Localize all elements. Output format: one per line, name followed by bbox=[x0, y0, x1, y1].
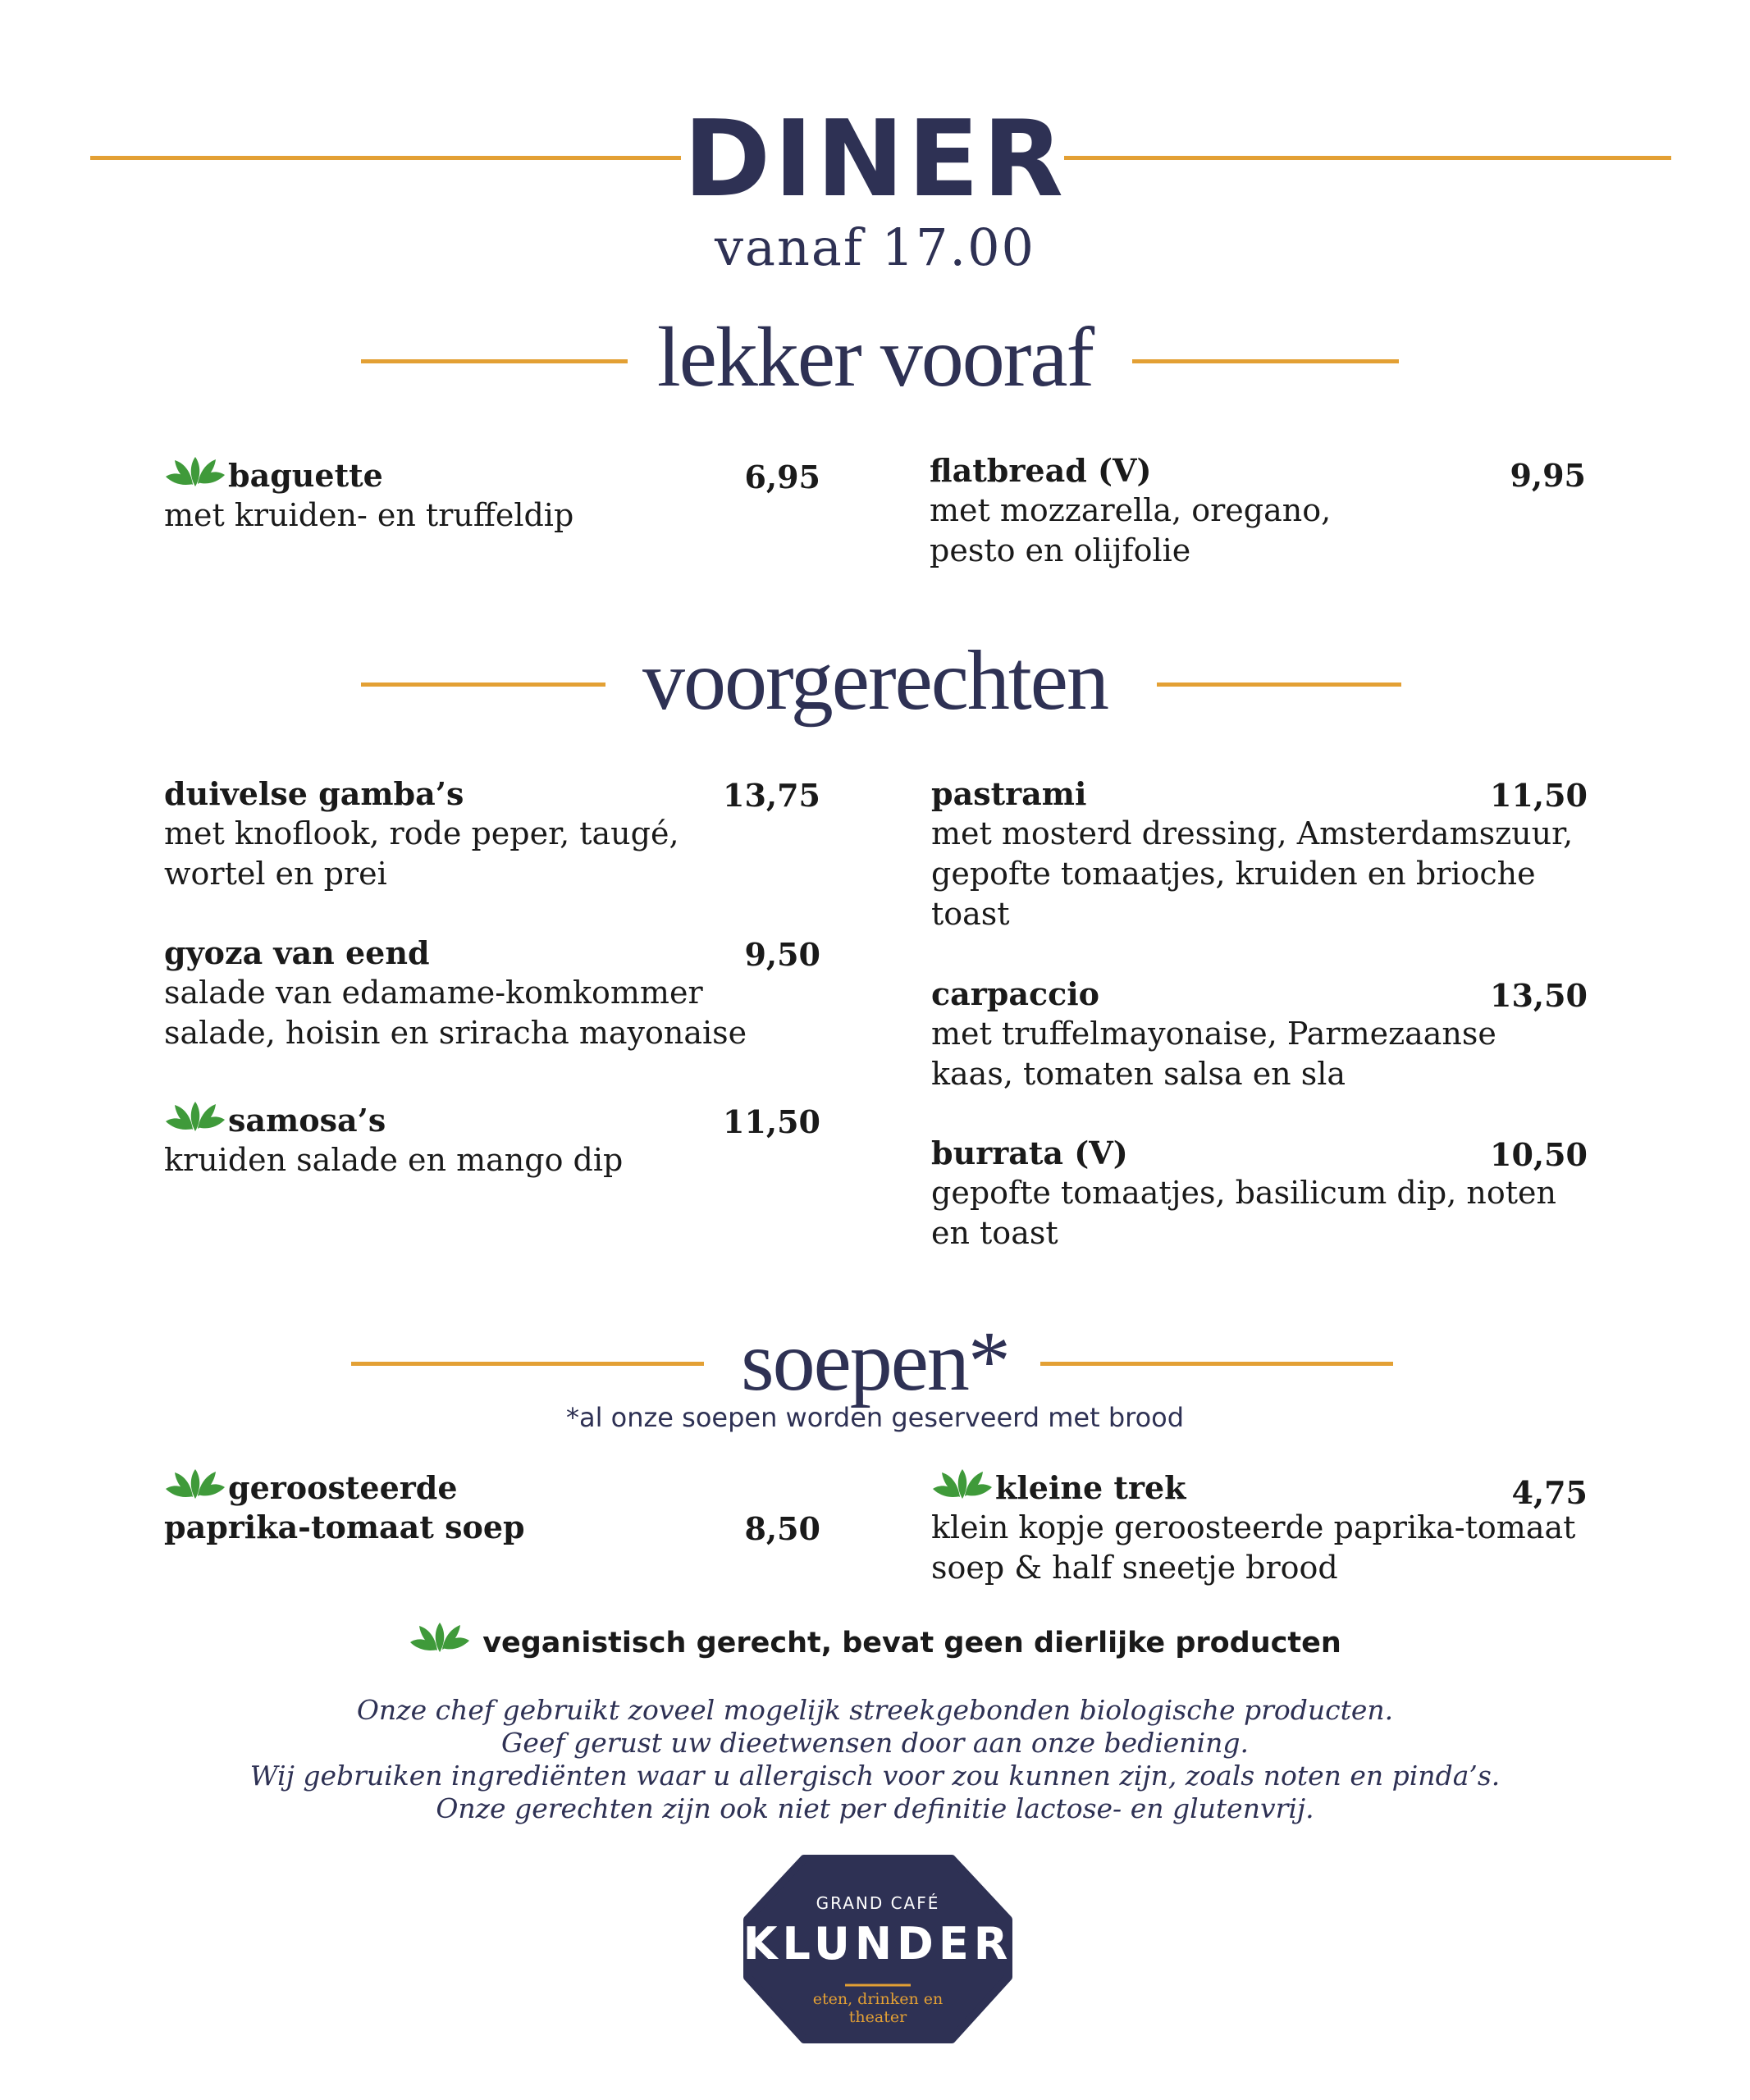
item-price: 13,50 bbox=[1490, 977, 1588, 1014]
item-price: 11,50 bbox=[723, 1103, 820, 1140]
logo-tagline-1: eten, drinken en bbox=[812, 1990, 944, 2008]
item-name: flatbread (V) bbox=[930, 452, 1152, 489]
item-name bbox=[164, 1101, 820, 1140]
menu-item-baguette bbox=[164, 456, 820, 536]
section-title-voorgerechten: voorgerechten bbox=[642, 633, 1108, 728]
item-description: salade, hoisin en sriracha mayonaise bbox=[164, 1015, 747, 1051]
item-description: kruiden salade en mango dip bbox=[164, 1142, 624, 1178]
item-name: pastrami bbox=[931, 775, 1087, 812]
menu-item-kleine-trek bbox=[931, 1468, 1588, 1588]
page-title: DINER bbox=[683, 98, 1067, 221]
vegan-leaf-icon bbox=[931, 1469, 994, 1504]
item-name bbox=[164, 456, 820, 495]
menu-item-samosas bbox=[164, 1101, 820, 1180]
item-description: klein kopje geroosteerde paprika-tomaat bbox=[931, 1509, 1576, 1545]
note-line: Geef gerust uw dieetwensen door aan onze bediening. bbox=[501, 1727, 1249, 1759]
item-price: 10,50 bbox=[1490, 1136, 1588, 1173]
item-name-text: geroosteerde bbox=[228, 1469, 458, 1506]
item-name: duivelse gamba’s bbox=[164, 775, 464, 812]
logo-tagline-2: theater bbox=[848, 2008, 907, 2026]
item-name-text: kleine trek bbox=[995, 1469, 1186, 1506]
logo-name: KLUNDER bbox=[742, 1918, 1013, 1970]
item-description: met mozzarella, oregano, bbox=[930, 492, 1332, 528]
logo-top-text: GRAND CAFÉ bbox=[816, 1893, 940, 1913]
item-name-text: samosa’s bbox=[228, 1102, 386, 1139]
item-price: 8,50 bbox=[744, 1510, 820, 1547]
item-description: met kruiden- en truffeldip bbox=[164, 497, 574, 533]
note-line: Wij gebruiken ingrediënten waar u allergisch voor zou kunnen zijn, zoals noten en pinda’s. bbox=[249, 1760, 1501, 1792]
item-name bbox=[931, 1468, 1588, 1508]
item-name-line-2: paprika-tomaat soep bbox=[164, 1509, 525, 1545]
item-description: salade van edamame-komkommer bbox=[164, 975, 703, 1011]
item-name-text: baguette bbox=[228, 457, 383, 494]
item-description: met mosterd dressing, Amsterdamszuur, bbox=[931, 815, 1574, 851]
item-price: 11,50 bbox=[1490, 777, 1588, 814]
item-description: met knoflook, rode peper, taugé, bbox=[164, 815, 679, 851]
vegan-leaf-icon bbox=[164, 1469, 226, 1504]
item-name: gyoza van eend bbox=[164, 934, 430, 971]
note-line: Onze chef gebruikt zoveel mogelijk streekgebonden biologische producten. bbox=[356, 1694, 1394, 1726]
vegan-legend-text: veganistisch gerecht, bevat geen dierlijke producten bbox=[482, 1627, 1341, 1659]
note-line: Onze gerechten zijn ook niet per definitie lactose- en glutenvrij. bbox=[436, 1792, 1314, 1824]
menu-item-geroosteerde-soep bbox=[164, 1468, 820, 1547]
item-description: soep & half sneetje brood bbox=[931, 1550, 1338, 1586]
item-description: kaas, tomaten salsa en sla bbox=[931, 1056, 1346, 1092]
item-description: en toast bbox=[931, 1215, 1058, 1251]
vegan-leaf-icon bbox=[164, 457, 226, 491]
menu-item-pastrami bbox=[931, 774, 1588, 934]
item-description: pesto en olijfolie bbox=[930, 532, 1191, 568]
item-description: toast bbox=[931, 896, 1010, 932]
item-name bbox=[164, 1468, 820, 1508]
klunder-logo bbox=[742, 1854, 1013, 2044]
item-price: 13,75 bbox=[723, 777, 820, 814]
item-name: carpaccio bbox=[931, 975, 1100, 1012]
item-description: gepofte tomaatjes, basilicum dip, noten bbox=[931, 1175, 1556, 1211]
item-price: 9,50 bbox=[744, 936, 820, 973]
page-subtitle: vanaf 17.00 bbox=[714, 217, 1036, 277]
item-description: gepofte tomaatjes, kruiden en brioche bbox=[931, 856, 1536, 892]
item-description: wortel en prei bbox=[164, 856, 387, 892]
vegan-leaf-icon bbox=[164, 1102, 226, 1136]
section-title-soepen: soepen* bbox=[741, 1314, 1009, 1408]
item-price: 6,95 bbox=[744, 459, 820, 495]
menu-item-carpaccio bbox=[931, 975, 1588, 1094]
menu-item-duivelse-gambas bbox=[164, 774, 820, 894]
soup-note: *al onze soepen worden geserveerd met brood bbox=[565, 1402, 1185, 1433]
item-name: burrata (V) bbox=[931, 1134, 1128, 1171]
item-description: met truffelmayonaise, Parmezaanse bbox=[931, 1016, 1496, 1052]
item-price: 4,75 bbox=[1511, 1474, 1588, 1511]
item-price: 9,95 bbox=[1510, 457, 1586, 494]
menu-item-gyoza-van-eend bbox=[164, 934, 820, 1053]
chef-notes bbox=[0, 1694, 1750, 1825]
vegan-leaf-icon bbox=[409, 1623, 471, 1657]
section-title-vooraf: lekker vooraf bbox=[656, 310, 1094, 404]
vegan-legend bbox=[0, 1623, 1750, 1664]
menu-item-flatbread bbox=[930, 451, 1586, 571]
menu-item-burrata bbox=[931, 1134, 1588, 1253]
